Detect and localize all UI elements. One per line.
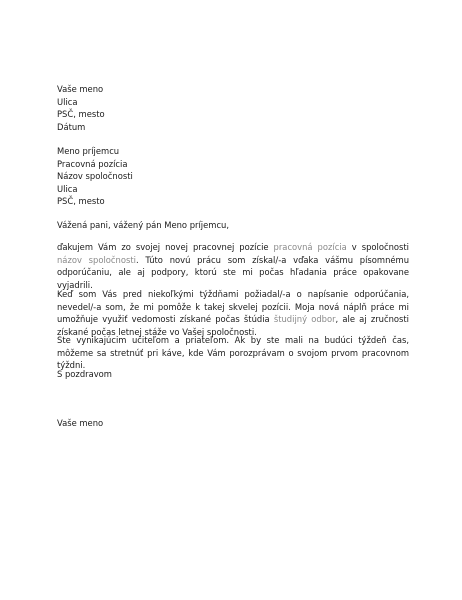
placeholder-company-name: názov spoločnosti <box>57 254 136 265</box>
letter-date: Dátum <box>57 121 86 132</box>
recipient-name: Meno príjemcu <box>57 146 120 156</box>
paragraph-text: ďakujem Vám zo svojej novej pracovnej pozície <box>57 242 274 252</box>
paragraph-text: v spoločnosti <box>346 242 410 252</box>
paragraph-text: . Túto novú prácu som získal/-a vďaka vášmu písomnému odporúčaniu, ale aj podpory, ktorú ste mi počas hľadania práce opakovane vyjadrili. <box>57 254 410 290</box>
recipient-company: Názov spoločnosti <box>57 171 133 181</box>
salutation: Vážená pani, vážený pán Meno príjemcu, <box>57 220 230 230</box>
sender-address-block <box>57 83 417 133</box>
placeholder-field-of-study: študijný odbor <box>273 314 336 324</box>
recipient-position: Pracovná pozícia <box>57 158 128 169</box>
recipient-street: Ulica <box>57 183 78 194</box>
sender-city: PSČ, mesto <box>57 109 105 119</box>
paragraph-thanks <box>57 241 409 291</box>
placeholder-job-position: pracovná pozícia <box>273 242 347 252</box>
paragraph-text: Keď som Vás pred niekoľkými týždňami požiadal/-a o napísanie odporúčania, nevedel/-a som, že mi pomôže k takej skvelej pozícii. Moja nová náplň práce mi umožňuje využiť vedomosti získané počas štúdia <box>57 289 409 324</box>
paragraph-invitation: Ste vynikajúcim učiteľom a priateľom. Ak by ste mali na budúci týždeň čas, môžeme sa stretnúť pri káve, kde Vám porozprávam o svojom prvom pracovnom týždni. <box>57 335 409 370</box>
recipient-city: PSČ, mesto <box>57 196 105 206</box>
sender-name: Vaše meno <box>57 84 104 94</box>
sender-street: Ulica <box>57 96 78 107</box>
closing: S pozdravom <box>57 369 112 379</box>
paragraph-text: , ale aj zručnosti získané počas letnej stáže vo Vašej spoločnosti. <box>57 314 409 337</box>
recipient-address-block <box>57 145 417 208</box>
paragraph-recommendation <box>57 288 409 338</box>
signature-name: Vaše meno <box>57 418 104 428</box>
